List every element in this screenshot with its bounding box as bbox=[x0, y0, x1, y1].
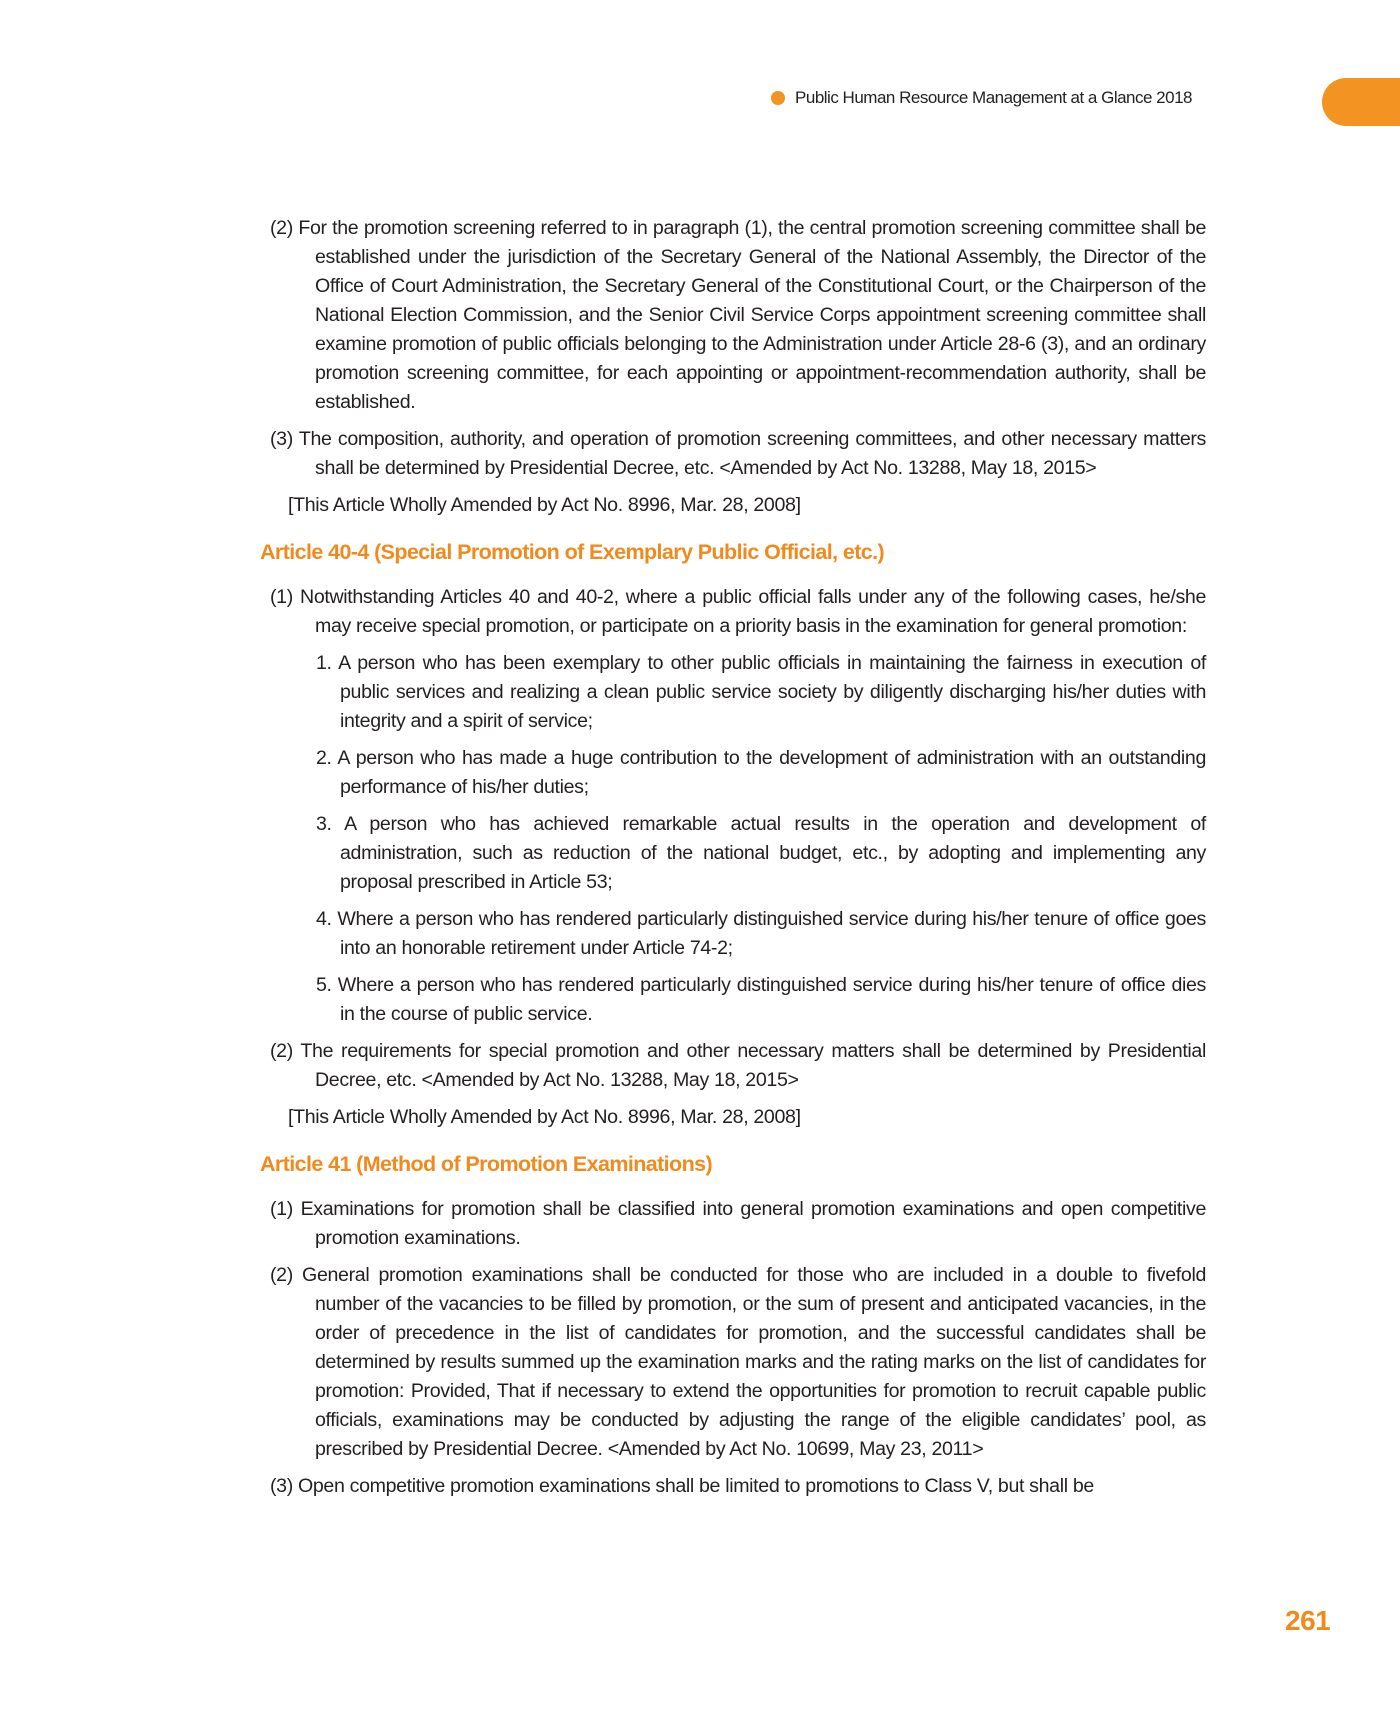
amendment-note: [This Article Wholly Amended by Act No. 8996, Mar. 28, 2008] bbox=[288, 1106, 801, 1128]
article-heading: Article 40-4 (Special Promotion of Exemplary Public Official, etc.) bbox=[260, 540, 885, 564]
list-item: 4. Where a person who has rendered particularly distinguished service during his/her tenure of office goes into an honorable retirement under Article 74-2; bbox=[316, 908, 1206, 959]
running-header bbox=[771, 88, 1192, 108]
article-heading: Article 41 (Method of Promotion Examinations) bbox=[260, 1152, 713, 1176]
list-item: 3. A person who has achieved remarkable actual results in the operation and development of administration, such as reduction of the national budget, etc., by adopting and implementing any proposal prescribed in Article 53; bbox=[316, 813, 1206, 893]
page-number: 261 bbox=[1285, 1605, 1331, 1636]
list-item: 5. Where a person who has rendered particularly distinguished service during his/her tenure of office dies in the course of public service. bbox=[316, 974, 1206, 1025]
paragraph: (1) Notwithstanding Articles 40 and 40-2, where a public official falls under any of the following cases, he/she may receive special promotion, or participate on a priority basis in the examination for general promotion: bbox=[270, 586, 1206, 637]
paragraph: (1) Examinations for promotion shall be classified into general promotion examinations and open competitive promotion examinations. bbox=[270, 1198, 1206, 1249]
paragraph: (2) For the promotion screening referred to in paragraph (1), the central promotion screening committee shall be established under the jurisdiction of the Secretary General of the National Assembly, the Director of the Office of Court Administration, the Secretary General of the Constitutional Court, or the Chairperson of the National Election Commission, and the Senior Civil Service Corps appointment screening committee shall examine promotion of public officials belonging to the Administration under Article 28-6 (3), and an ordinary promotion screening committee, for each appointing or appointment-recommendation authority, shall be established. bbox=[270, 217, 1206, 413]
paragraph: (3) Open competitive promotion examinations shall be limited to promotions to Class V, but shall be bbox=[270, 1475, 1094, 1497]
paragraph: (2) General promotion examinations shall be conducted for those who are included in a double to fivefold number of the vacancies to be filled by promotion, or the sum of present and anticipated vacancies, in the order of precedence in the list of candidates for promotion, and the successful candidates shall be determined by results summed up the examination marks and the rating marks on the list of candidates for promotion: Provided, That if necessary to extend the opportunities for promotion to recruit capable public officials, examinations may be conducted by adjusting the range of the eligible candidates’ pool, as prescribed by Presidential Decree. <Amended by Act No. 10699, May 23, 2011> bbox=[270, 1264, 1206, 1460]
list-item: 1. A person who has been exemplary to other public officials in maintaining the fairness in execution of public services and realizing a clean public service society by diligently discharging his/her duties with integrity and a spirit of service; bbox=[316, 652, 1206, 732]
running-header-title: Public Human Resource Management at a Glance 2018 bbox=[795, 88, 1192, 107]
page-body bbox=[260, 214, 1206, 1509]
amendment-note: [This Article Wholly Amended by Act No. 8996, Mar. 28, 2008] bbox=[288, 494, 801, 516]
chapter-tab bbox=[1322, 78, 1400, 126]
list-item: 2. A person who has made a huge contribution to the development of administration with an outstanding performance of his/her duties; bbox=[316, 747, 1206, 798]
paragraph: (3) The composition, authority, and operation of promotion screening committees, and other necessary matters shall be determined by Presidential Decree, etc. <Amended by Act No. 13288, May 18, 2015> bbox=[270, 428, 1206, 479]
bullet-dot-icon bbox=[771, 91, 785, 105]
paragraph: (2) The requirements for special promotion and other necessary matters shall be determined by Presidential Decree, etc. <Amended by Act No. 13288, May 18, 2015> bbox=[270, 1040, 1206, 1091]
